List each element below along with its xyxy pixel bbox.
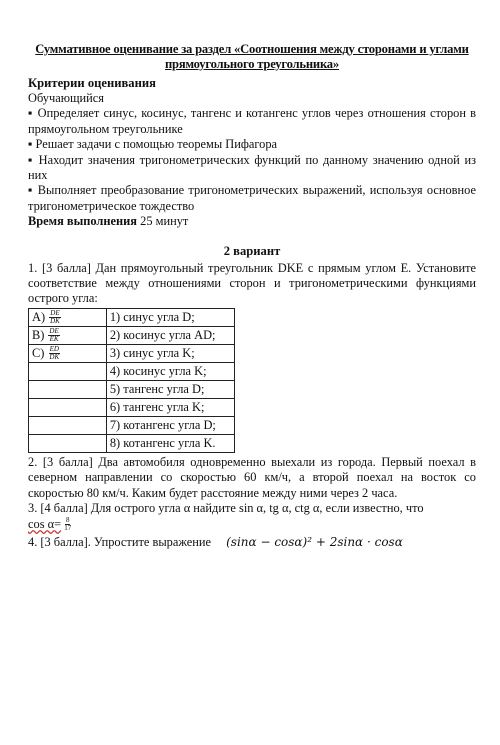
criteria-item: ▪ Определяет синус, косинус, тангенс и котангенс углов через отношения сторон в прямоугольном треугольнике [28, 106, 476, 136]
variant-heading: 2 вариант [223, 243, 281, 258]
function-cell: 5) тангенс угла D; [106, 380, 234, 398]
function-cell: 4) косинус угла K; [106, 362, 234, 380]
ratio-option [32, 310, 61, 325]
cos-denominator: 17 [64, 524, 72, 533]
function-cell: 7) котангенс угла D; [106, 416, 234, 434]
criteria-item: ▪ Находит значения тригонометрических функций по данному значению одной из них [28, 152, 476, 183]
left-cell [29, 398, 107, 416]
table-row [29, 398, 235, 416]
task3-label: 3. [4 балла] Для острого угла α найдите sin α, tg α, ctg α, если известно, что [28, 501, 424, 516]
ratio-denominator: EK [49, 334, 59, 343]
cos-label: cos α= [28, 516, 62, 531]
left-cell [29, 326, 107, 344]
option-letter: C) [32, 345, 45, 360]
task3-text [28, 501, 476, 516]
ratio-fraction [48, 346, 60, 361]
cos-numerator: 8 [65, 516, 70, 525]
page-title: Суммативное оценивание за раздел «Соотношения между сторонами и углами прямоугольного треугольника» [35, 42, 469, 71]
ratio-numerator: DE [49, 326, 59, 335]
ratio-fraction [48, 328, 59, 343]
table-row [29, 326, 235, 344]
function-cell: 1) синус угла D; [106, 308, 234, 326]
ratio-numerator: DE [50, 308, 60, 317]
left-cell [29, 434, 107, 452]
table-row [29, 416, 235, 434]
left-cell [29, 416, 107, 434]
criteria-item: ▪ Выполняет преобразование тригонометрических выражений, используя основное тригонометрическое тождество [28, 183, 476, 213]
table-row [29, 434, 235, 452]
function-cell: 8) котангенс угла K. [106, 434, 234, 452]
ratio-option [32, 346, 60, 361]
option-letter: A) [32, 309, 46, 324]
task4-expression: (sinα − cosα)² + 2sinα · cosα [226, 535, 403, 550]
left-cell [29, 344, 107, 362]
function-cell: 3) синус угла K; [106, 344, 234, 362]
time-label: Время выполнения [28, 214, 138, 229]
ratio-denominator: DK [50, 316, 60, 325]
left-cell [29, 362, 107, 380]
matching-table [28, 308, 235, 453]
ratio-fraction [49, 310, 61, 325]
task1-text: 1. [3 балла] Дан прямоугольный треугольник DKE с прямым углом E. Установите соответствие между отношениями сторон и тригонометрическими функциями острого угла: [28, 260, 476, 306]
ratio-denominator: DK [49, 352, 60, 361]
time-value: 25 минут [140, 214, 189, 229]
task3-cos [28, 517, 476, 533]
criteria-heading: Критерии оценивания [28, 76, 156, 90]
ratio-option [32, 328, 60, 343]
table-row [29, 308, 235, 326]
cos-fraction [64, 517, 71, 532]
table-row [29, 362, 235, 380]
left-cell [29, 308, 107, 326]
option-letter: B) [32, 327, 45, 342]
left-cell [29, 380, 107, 398]
function-cell: 6) тангенс угла K; [106, 398, 234, 416]
ratio-numerator: ED [49, 344, 59, 353]
time-line [28, 214, 476, 229]
task4-text [28, 535, 476, 550]
task2-text: 2. [3 балла] Два автомобиля одновременно выехали из города. Первый поехал в северном направлении со скоростью 60 км/ч, а второй поехал на восток со скоростью 80 км/ч. Каким будет расстояние между ними через 2 часа. [28, 454, 476, 500]
table-row [29, 344, 235, 362]
criteria-item: ▪ Решает задачи с помощью теоремы Пифагора [28, 137, 278, 152]
task4-label: 4. [3 балла]. Упростите выражение [28, 535, 212, 550]
criteria-intro: Обучающийся [28, 91, 104, 105]
table-row [29, 380, 235, 398]
function-cell: 2) косинус угла AD; [106, 326, 234, 344]
